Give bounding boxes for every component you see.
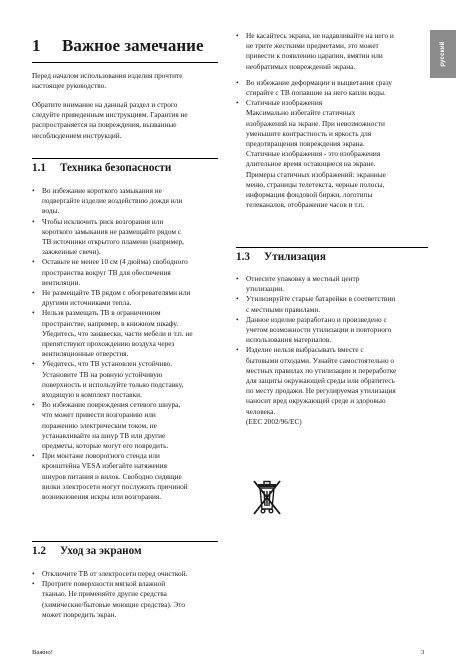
section-heading-disposal: 1.3 Утилизация (236, 247, 428, 265)
list-item: • Утилизируйте старые батарейки в соответствии с местными правилами. (236, 294, 428, 314)
list-item: • Чтобы исключить риск возгорания или короткого замыкания не размещайте рядом с ТВ источники открытого пламени (например, зажженные свечи). (32, 217, 218, 258)
chapter-title-text: Важное замечание (62, 36, 204, 55)
list-item: • Убедитесь, что ТВ установлен устойчиво. Установите ТВ на ровную устойчивую поверхность и используйте только подставку, входящую в комплект поставки. (32, 359, 218, 400)
list-item: • Оставьте не менее 10 см (4 дюйма) свободного пространства вокруг ТВ для обеспечения вентиляции. (32, 257, 218, 288)
list-item: • Изделие нельзя выбрасывать вместе с бытовыми отходами. Узнайте самостоятельно о местных правилах по утилизации и переработке для защиты окружающей среды или обратитесь по месту продажи. Не регулируемая утилизация наносит вред окружающей среде и здоровью человека. (EEC 2002/96/EC) (236, 345, 428, 427)
crossed-out-bin-icon (250, 478, 284, 518)
safety-list (32, 186, 218, 502)
intro-paragraph-1: Перед началом использования изделия прочтите настоящее руководство. (32, 71, 183, 91)
list-item: • Во избежание короткого замыкания не подвергайте изделие воздействию дождя или воды. (32, 186, 218, 217)
section-heading-screen-care: 1.2 Уход за экраном (32, 541, 218, 559)
screen-care-list-right (236, 31, 428, 210)
screen-care-list-left (32, 569, 218, 620)
list-item: • При монтаже поворотного стенда или кронштейна VESA избегайте натяжения шнуров питания и вилок. Свободно сидящие вилки электросети могут послужить причиной возникновения искры или возгорания. (32, 451, 218, 502)
intro-paragraph-2: Обратите внимание на данный раздел и строго следуйте приведенным инструкциям. Гарантия не распространяется на повреждения, вызванные несоблюдением инструкций. (32, 100, 188, 140)
list-item: • Во избежание повреждения сетевого шнура, что может привести возгоранию или поражению электрическим током, не устанавливайте на шнур ТВ или другие предметы, которые могут его повредить. (32, 400, 218, 451)
list-item: • Статичные изображения Максимально избегайте статичных изображений на экране. При невозможности уменьшите контрастность и яркость для предотвращения повреждения экрана. Статичные изображения - это изображения длительное время остающиеся на экране. Примеры статичных изображений: экранные меню, страницы телетекста, черные полосы, информация фондовой биржи, логотипы телеканалов, отображение часов и т.п. (236, 98, 428, 210)
list-item: • Нельзя размещать ТВ в ограниченном пространстве, например, в книжном шкафу. Убедитесь, что занавески, части мебели и т.п. не препятствуют прохождению воздуха через вентиляционные отверстия. (32, 308, 218, 359)
page-number: 3 (421, 649, 425, 656)
list-item: • Данное изделие разработано и произведено с учетом возможности утилизации и повторного использования материалов. (236, 315, 428, 346)
list-item: • Не касайтесь экрана, не надавливайте на него и не трите жесткими предметами, это может привести к появлению царапин, вмятин или необратимых повреждений экрана. (236, 31, 428, 72)
chapter-number: 1 (32, 36, 41, 55)
footer-section-name: Важно! (32, 649, 53, 656)
chapter-title (32, 36, 218, 63)
list-item: • Не размещайте ТВ рядом с обогревателями или другими источниками тепла. (32, 288, 218, 308)
list-item: • Во избежание деформации и выцветания сразу стирайте с ТВ попавшие на него капли воды. (236, 78, 428, 98)
language-tab (430, 30, 456, 78)
list-item: • Отнесите упаковку в местный центр утилизации. (236, 274, 428, 294)
language-tab-label: русский (440, 41, 446, 67)
list-item: • Протрите поверхности мягкой влажной тканью. Не применяйте другие средства (химические/бытовые моющие средства). Это может повредить экран. (32, 579, 218, 620)
disposal-list (236, 274, 428, 427)
list-item: • Отключите ТВ от электросети перед очисткой. (32, 569, 218, 579)
section-heading-safety: 1.1 Техника безопасности (32, 158, 218, 176)
